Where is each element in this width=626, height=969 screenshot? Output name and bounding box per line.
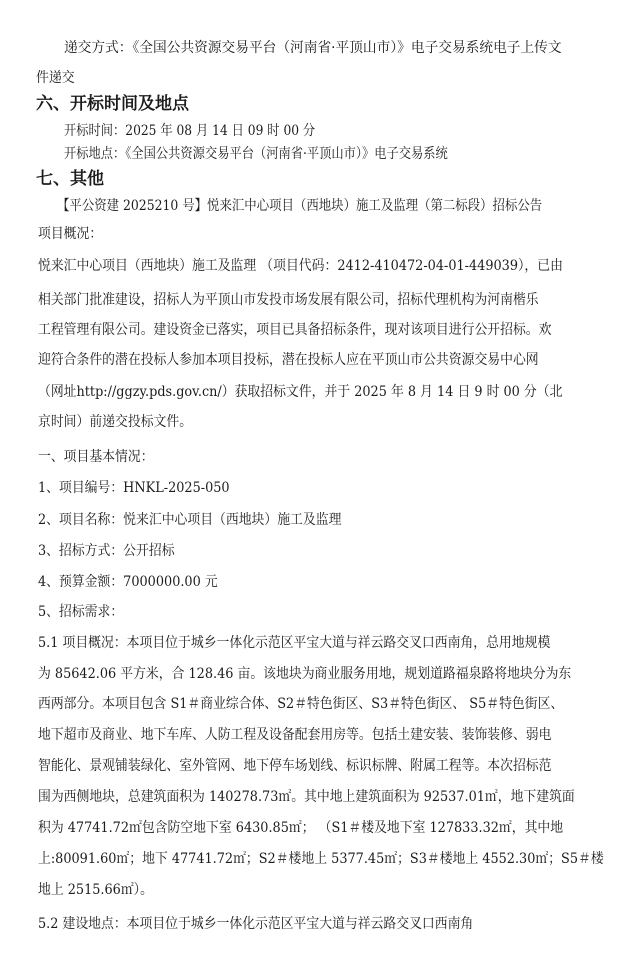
tender-method: 3、招标方式：公开招标 (38, 543, 175, 559)
requirements-paragraph-line: 上:80091.60㎡；地下 47741.72㎡；S2＃楼地上 5377.45㎡；S3＃楼地上 4552.30㎡；S5＃楼 (38, 851, 604, 867)
overview-label: 项目概况： (38, 226, 103, 242)
construction-location: 5.2 建设地点：本项目位于城乡一体化示范区平宝大道与祥云路交叉口西南角 (38, 916, 474, 932)
opening-time: 开标时间：2025 年 08 月 14 日 09 时 00 分 (64, 123, 316, 139)
requirements-paragraph-line: 智能化、景观铺装绿化、室外管网、地下停车场划线、标识标牌、附属工程等。本次招标范 (38, 758, 552, 774)
overview-paragraph-line: 悦来汇中心项目（西地块）施工及监理 （项目代码：2412-410472-04-01-449039），已由 (38, 258, 563, 274)
submission-method-line-cont: 件递交 (36, 70, 75, 86)
section-heading-other: 七、其他 (36, 169, 104, 189)
basic-info-heading: 一、项目基本情况： (38, 449, 154, 465)
section-heading-opening: 六、开标时间及地点 (36, 94, 189, 114)
project-number: 1、项目编号：HNKL-2025-050 (38, 480, 230, 496)
requirements-paragraph-line: 为 85642.06 平方米，合 128.46 亩。该地块为商业服务用地，规划道路福泉路将地块分为东 (38, 666, 572, 682)
requirements-paragraph-line: 地下超市及商业、地下车库、人防工程及设备配套用房等。包括土建安装、装饰装修、弱电 (38, 727, 552, 743)
requirements-paragraph-line: 5.1 项目概况：本项目位于城乡一体化示范区平宝大道与祥云路交叉口西南角，总用地规模 (38, 635, 551, 651)
budget-amount: 4、预算金额：7000000.00 元 (38, 574, 218, 590)
requirements-paragraph-line: 地上 2515.66㎡）。 (38, 882, 153, 898)
overview-paragraph-line: 相关部门批准建设，招标人为平顶山市发投市场发展有限公司，招标代理机构为河南楷乐 (38, 292, 539, 308)
overview-paragraph-line: （网址http://ggzy.pds.gov.cn/）获取招标文件，并于 2025 年 8 月 14 日 9 时 00 分（北 (38, 384, 563, 400)
requirements-paragraph-line: 积为 47741.72㎡包含防空地下室 6430.85㎡； （S1＃楼及地下室 127833.32㎡，其中地 (38, 820, 564, 836)
overview-paragraph-line: 工程管理有限公司。建设资金已落实，项目已具备招标条件，现对该项目进行公开招标。欢 (38, 322, 552, 338)
announcement-title: 【平公资建 2025210 号】悦来汇中心项目（西地块）施工及监理（第二标段）招标公告 (57, 198, 543, 214)
tender-requirements-heading: 5、招标需求： (38, 604, 124, 620)
opening-location: 开标地点：《全国公共资源交易平台（河南省·平顶山市）》电子交易系统 (64, 146, 448, 162)
project-name: 2、项目名称：悦来汇中心项目（西地块）施工及监理 (38, 512, 342, 528)
overview-paragraph-line: 迎符合条件的潜在投标人参加本项目投标，潜在投标人应在平顶山市公共资源交易中心网 (38, 352, 539, 368)
requirements-paragraph-line: 西两部分。本项目包含 S1＃商业综合体、S2＃特色街区、S3＃特色街区、 S5＃特色街区、 (38, 696, 564, 712)
requirements-paragraph-line: 围为西侧地块，总建筑面积为 140278.73㎡。其中地上建筑面积为 92537.01㎡，地下建筑面 (38, 789, 575, 805)
overview-paragraph-line: 京时间）前递交投标文件。 (38, 414, 193, 430)
submission-method-line: 递交方式：《全国公共资源交易平台（河南省·平顶山市）》电子交易系统电子上传文 (64, 40, 562, 56)
